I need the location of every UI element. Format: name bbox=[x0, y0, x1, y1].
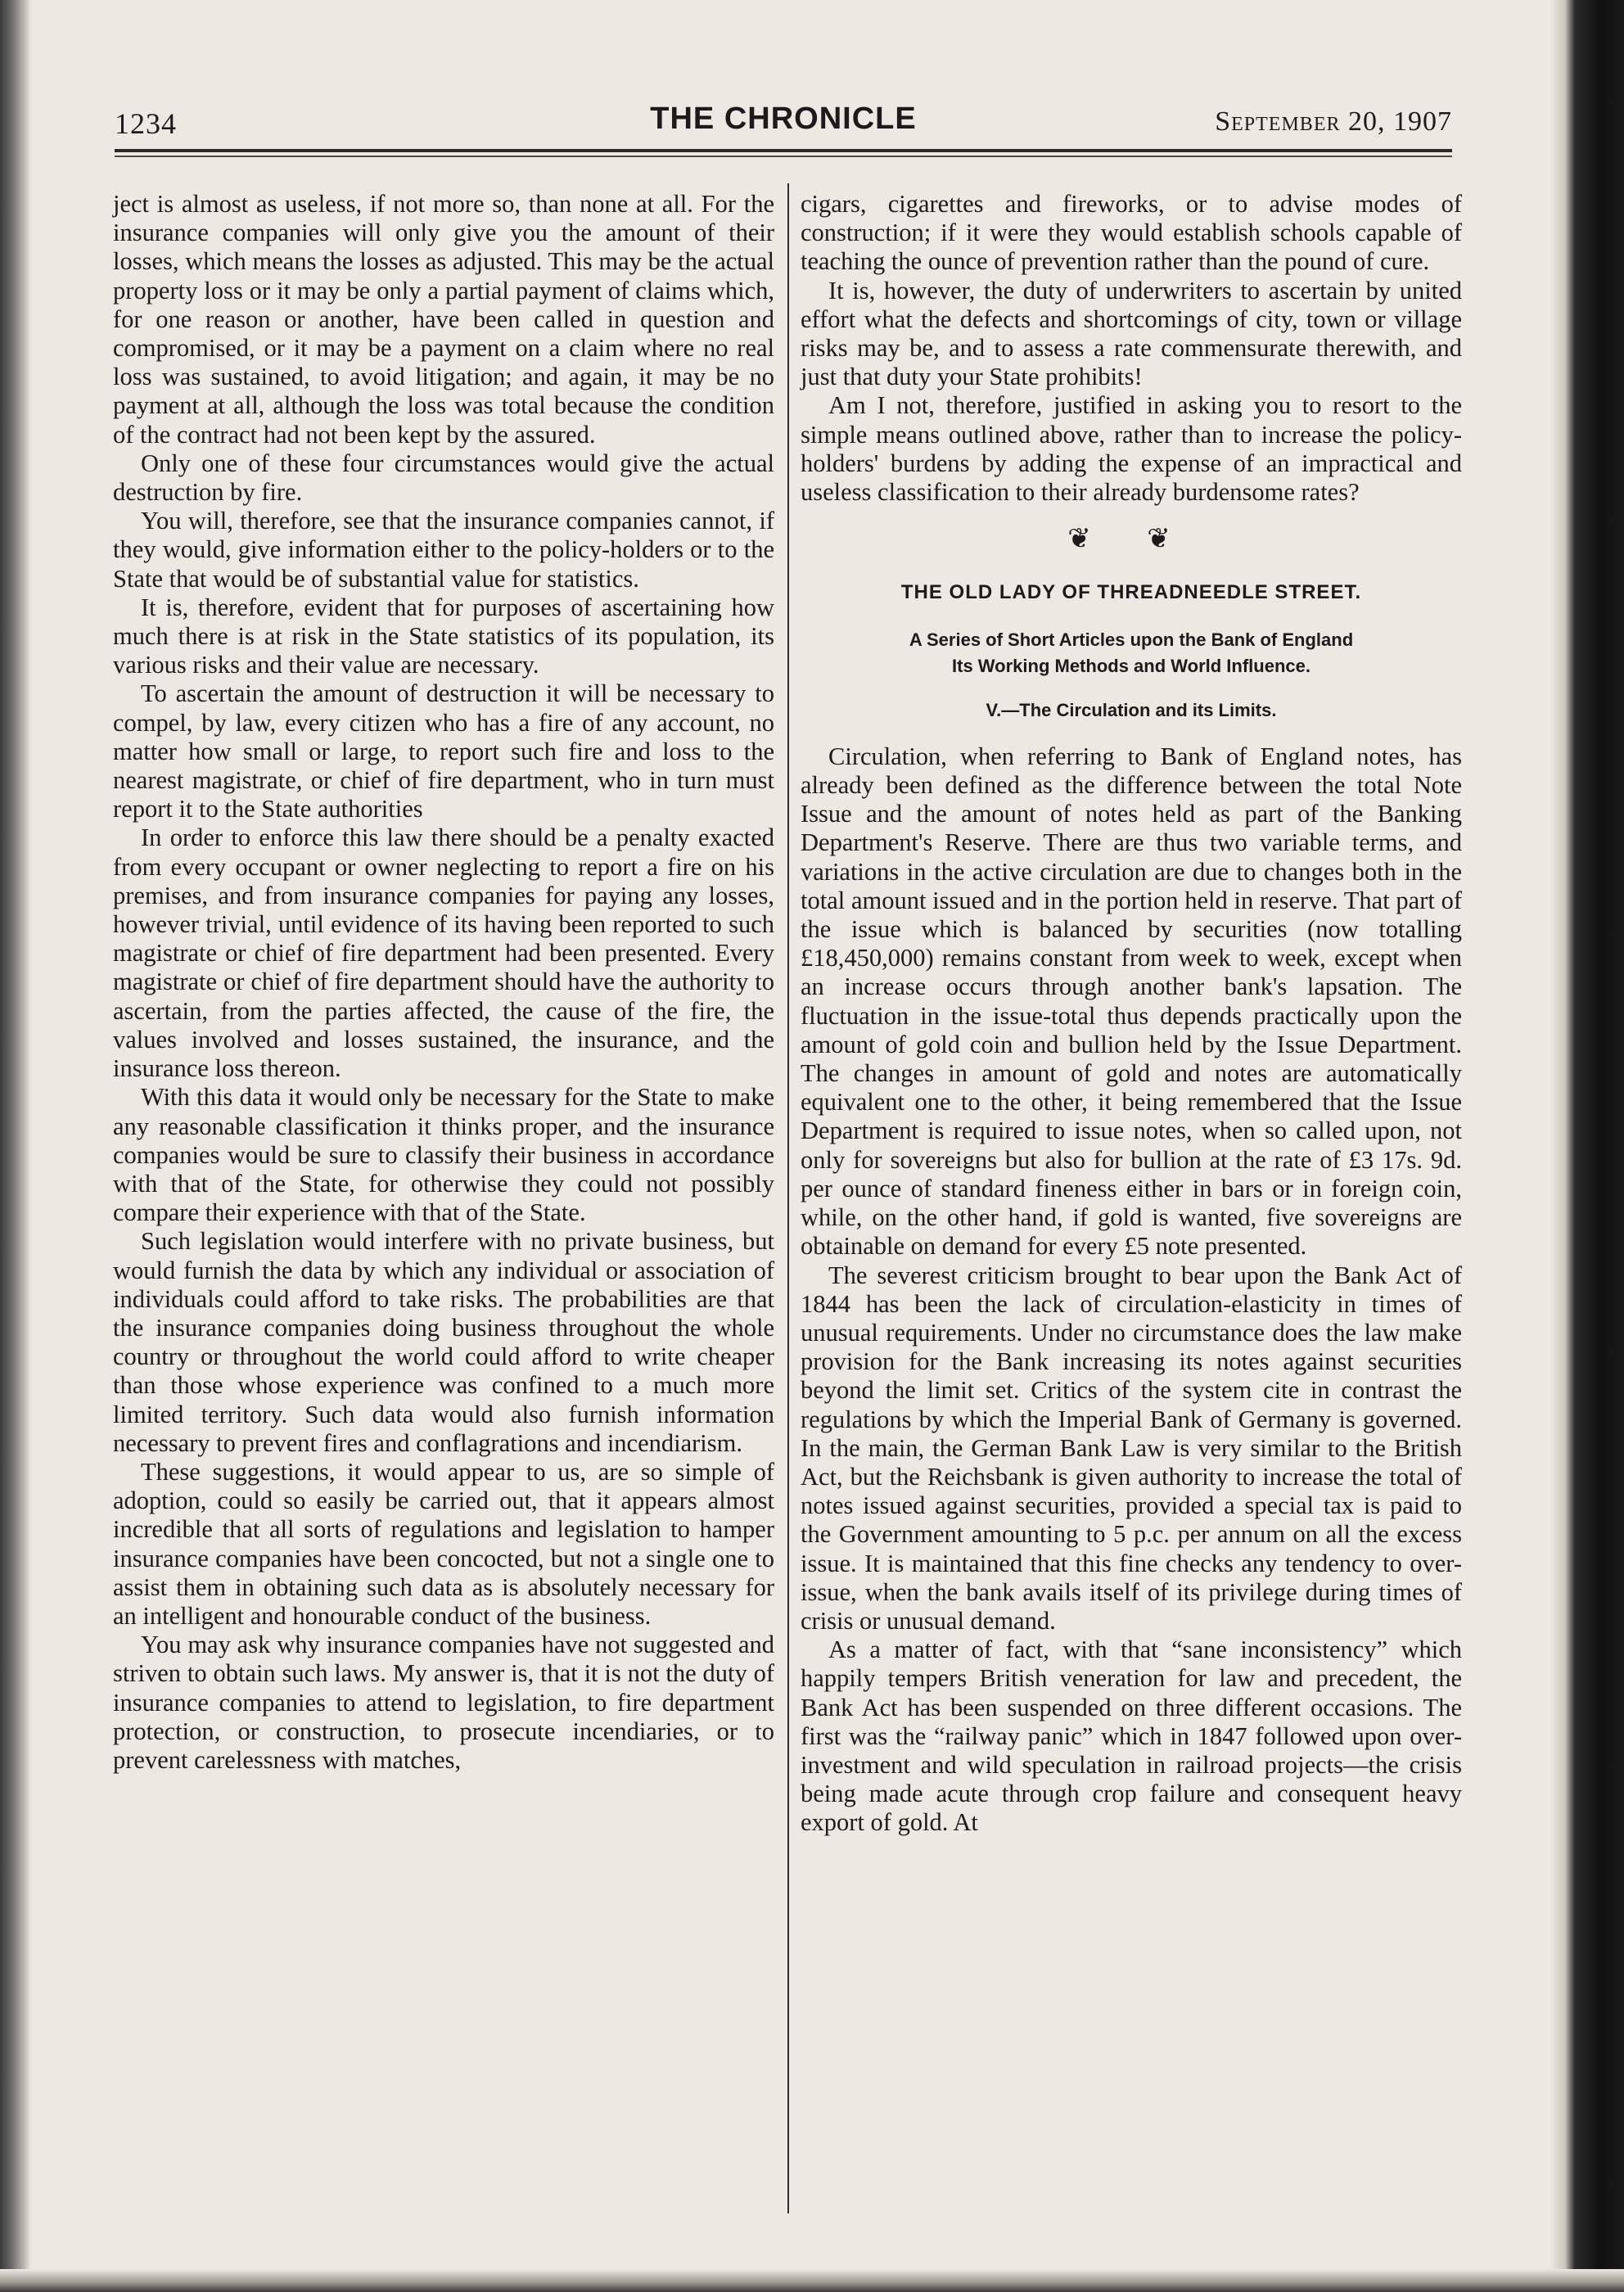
scan-bottom-edge bbox=[0, 2269, 1624, 2292]
issue-date: September 20, 1907 bbox=[1215, 106, 1452, 137]
paragraph: Circulation, when referring to Bank of England notes, has already been defined as the difference between the total Note Issue and the amount of notes held as part of the Banking Department's Reserve. There are thus two variable terms, and variations in the active circulation are due to changes both in the total amount issued and in the portion held in reserve. That part of the issue which is balanced by securities (now totalling £18,450,000) remains constant from week to week, except when an increase occurs through another bank's lapsation. The fluctuation in the issue-total thus depends practically upon the amount of gold coin and bullion held by the Issue Department. The changes in amount of gold and notes are automatically equivalent one to the other, it being remembered that the Issue Department is required to issue notes, when so called upon, not only for sovereigns but also for bullion at the rate of £3 17s. 9d. per ounce of standard fineness either in bars or in foreign coin, while, on the other hand, if gold is wanted, five sovereigns are obtainable on demand for every £5 note presented. bbox=[801, 742, 1462, 1261]
paragraph: As a matter of fact, with that “sane inconsistency” which happily tempers British veneration for law and precedent, the Bank Act has been suspended on three different occasions. The first was the “railway panic” which in 1847 followed upon over-investment and wild speculation in railroad projects—the crisis being made acute through crop failure and consequent heavy export of gold. At bbox=[801, 1636, 1462, 1837]
paragraph: Am I not, therefore, justified in asking you to resort to the simple means outlined above, rather than to increase the policy-holders' burdens by adding the expense of an impractical and useless classification to their already burdensome rates? bbox=[801, 391, 1462, 507]
paragraph: ject is almost as useless, if not more so, than none at all. For the insurance companies will only give you the amount of their losses, which means the losses as adjusted. This may be the actual property loss or it may be only a partial payment of claims which, for one reason or another, have been called in question and compromised, or it may be a payment on a claim where no real loss was sustained, to avoid litigation; and again, it may be no payment at all, although the loss was total because the condition of the contract had not been kept by the assured. bbox=[113, 190, 774, 449]
paragraph: You may ask why insurance companies have not suggested and striven to obtain such laws. My answer is, that it is not the duty of insurance companies to attend to legislation, to fire department protection, or construction, to prosecute incendiaries, or to prevent carelessness with matches, bbox=[113, 1631, 774, 1774]
series-subtitle-line: Its Working Methods and World Influence. bbox=[952, 655, 1310, 676]
scan-binding-edge bbox=[1550, 0, 1624, 2292]
paragraph: In order to enforce this law there should be a penalty exacted from every occupant or owner neglecting to report a fire on his premises, and from insurance companies for paying any losses, however trivial, until evidence of its having been reported to such magistrate or chief of fire department had been presented. Every magistrate or chief of fire department should have the authority to ascertain, from the parties affected, the cause of the fire, the values involved and losses sustained, the insurance, and the insurance loss thereon. bbox=[113, 823, 774, 1083]
header-rule bbox=[115, 149, 1452, 152]
paragraph: Such legislation would interfere with no private business, but would furnish the data by which any individual or association of individuals could afford to take risks. The probabilities are that the insurance companies doing business throughout the whole country or throughout the world could afford to write cheaper than those whose experience was confined to a much more limited territory. Such data would also furnish information necessary to prevent fires and conflagrations and incendiarism. bbox=[113, 1227, 774, 1457]
series-subtitle-line: A Series of Short Articles upon the Bank of England bbox=[909, 629, 1354, 650]
article-title: THE OLD LADY OF THREADNEEDLE STREET. bbox=[900, 581, 1362, 604]
part-title: V.—The Circulation and its Limits. bbox=[986, 699, 1277, 720]
paragraph: Only one of these four circumstances would give the actual destruction by fire. bbox=[113, 449, 774, 507]
section-ornament: ❦ ❦ bbox=[1067, 524, 1195, 555]
right-column bbox=[801, 190, 1462, 1838]
column-divider bbox=[787, 183, 789, 2213]
paragraph: The severest criticism brought to bear upon the Bank Act of 1844 has been the lack of circulation-elasticity in times of unusual requirements. Under no circumstance does the law make provision for the Bank increasing its notes against securities beyond the limit set. Critics of the system cite in contrast the regulations by which the Imperial Bank of Germany is governed. In the main, the German Bank Law is very similar to the British Act, but the Reichsbank is given authority to increase the total of notes issued against securities, provided a special tax is paid to the Government amounting to 5 p.c. per annum on all the excess issue. It is maintained that this fine checks any tendency to over-issue, when the bank avails itself of its privilege during times of crisis or unusual demand. bbox=[801, 1261, 1462, 1635]
page-header bbox=[115, 102, 1452, 142]
paragraph: To ascertain the amount of destruction it will be necessary to compel, by law, every citizen who has a fire of any account, no matter how small or large, to report such fire and loss to the nearest magistrate, or chief of fire department, who in turn must report it to the State authorities bbox=[113, 679, 774, 823]
page-number: 1234 bbox=[115, 107, 177, 140]
paragraph: With this data it would only be necessary for the State to make any reasonable classification it thinks proper, and the insurance companies would be sure to classify their business in accordance with that of the State, for otherwise they could not possibly compare their experience with that of the State. bbox=[113, 1083, 774, 1227]
publication-title: THE CHRONICLE bbox=[650, 102, 917, 136]
scan-left-edge bbox=[0, 0, 31, 2292]
header-rule-thin bbox=[115, 156, 1452, 157]
left-column bbox=[113, 190, 774, 1775]
paragraph: cigars, cigarettes and fireworks, or to advise modes of construction; if it were they would establish schools capable of teaching the ounce of prevention rather than the pound of cure. bbox=[801, 190, 1462, 276]
paragraph: These suggestions, it would appear to us, are so simple of adoption, could so easily be carried out, that it appears almost incredible that all sorts of regulations and legislation to hamper insurance companies have been concocted, but not a single one to assist them in obtaining such data as is absolutely necessary for an intelligent and honourable conduct of the business. bbox=[113, 1457, 774, 1630]
paragraph: It is, therefore, evident that for purposes of ascertaining how much there is at risk in the State statistics of its population, its various risks and their value are necessary. bbox=[113, 593, 774, 679]
paragraph: You will, therefore, see that the insurance companies cannot, if they would, give information either to the policy-holders or to the State that would be of substantial value for statistics. bbox=[113, 507, 774, 593]
series-subtitle bbox=[801, 627, 1462, 679]
paragraph: It is, however, the duty of underwriters to ascertain by united effort what the defects and shortcomings of city, town or village risks may be, and to assess a rate commensurate therewith, and just that duty your State prohibits! bbox=[801, 276, 1462, 391]
